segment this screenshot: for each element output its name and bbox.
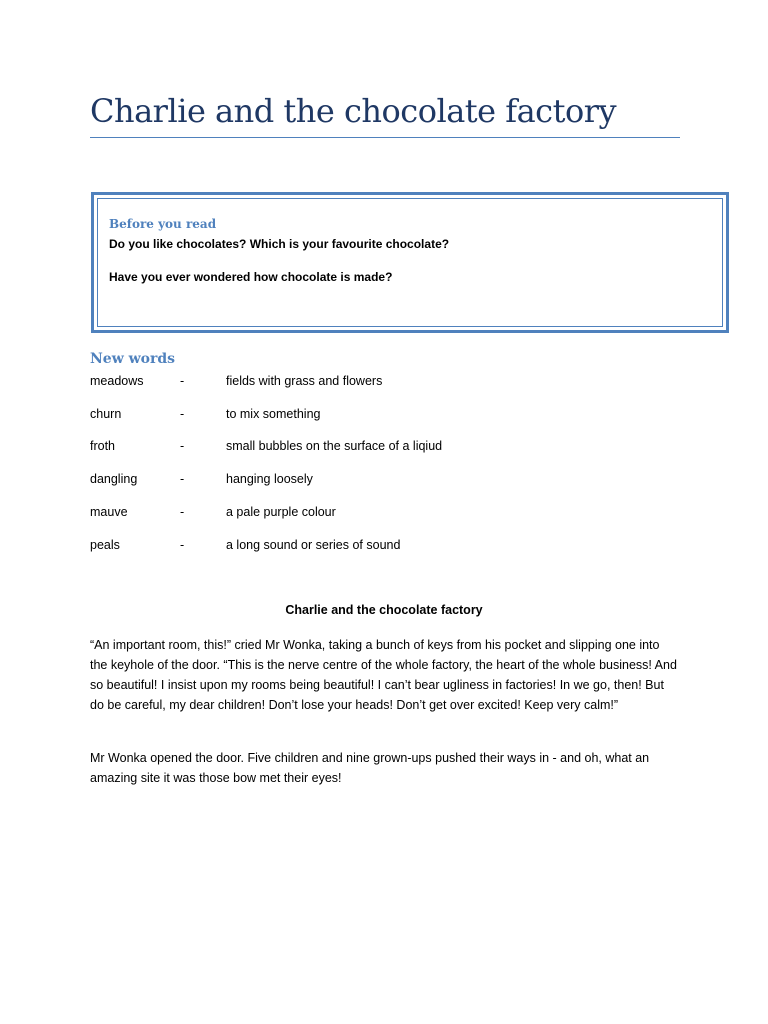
before-you-read-question: Do you like chocolates? Which is your favourite chocolate? [109,237,450,251]
vocabulary-dash: - [180,472,185,486]
vocabulary-term: peals [90,538,120,552]
passage-title: Charlie and the chocolate factory [285,603,483,617]
vocabulary-row [90,472,690,490]
passage-paragraph: “An important room, this!” cried Mr Wonka, taking a bunch of keys from his pocket and slipping one into the keyhole of the door. “This is the nerve centre of the whole factory, the heart of the whole business! And so beautiful! I insist upon my rooms being beautiful! I can’t bear ugliness in factories! In we go, then! But do be careful, my dear children! Don’t lose your heads! Don’t get over excited! Keep very calm!” [90,638,677,712]
vocabulary-definition: a long sound or series of sound [226,538,401,552]
vocabulary-term: dangling [90,472,138,486]
new-words-heading: New words [90,351,176,367]
vocabulary-row [90,538,690,556]
vocabulary-term: mauve [90,505,128,519]
title-underline [90,137,680,138]
vocabulary-term: churn [90,407,122,421]
before-you-read-box [91,192,729,333]
before-you-read-heading: Before you read [109,217,217,231]
vocabulary-row [90,439,690,457]
vocabulary-definition: small bubbles on the surface of a liqiud [226,439,443,453]
vocabulary-dash: - [180,374,185,388]
vocabulary-definition: to mix something [226,407,321,421]
vocabulary-dash: - [180,505,185,519]
before-you-read-question: Have you ever wondered how chocolate is made? [109,270,393,284]
vocabulary-term: froth [90,439,116,453]
document-title: Charlie and the chocolate factory [90,92,617,130]
vocabulary-definition: a pale purple colour [226,505,336,519]
vocabulary-dash: - [180,538,185,552]
before-you-read-inner-border [97,198,723,327]
vocabulary-dash: - [180,407,185,421]
vocabulary-definition: hanging loosely [226,472,313,486]
vocabulary-row [90,407,690,425]
vocabulary-row [90,505,690,523]
vocabulary-term: meadows [90,374,144,388]
vocabulary-dash: - [180,439,185,453]
vocabulary-definition: fields with grass and flowers [226,374,383,388]
vocabulary-row [90,374,690,392]
passage-paragraph: Mr Wonka opened the door. Five children and nine grown-ups pushed their ways in - and oh, what an amazing site it was those bow met their eyes! [90,751,650,785]
